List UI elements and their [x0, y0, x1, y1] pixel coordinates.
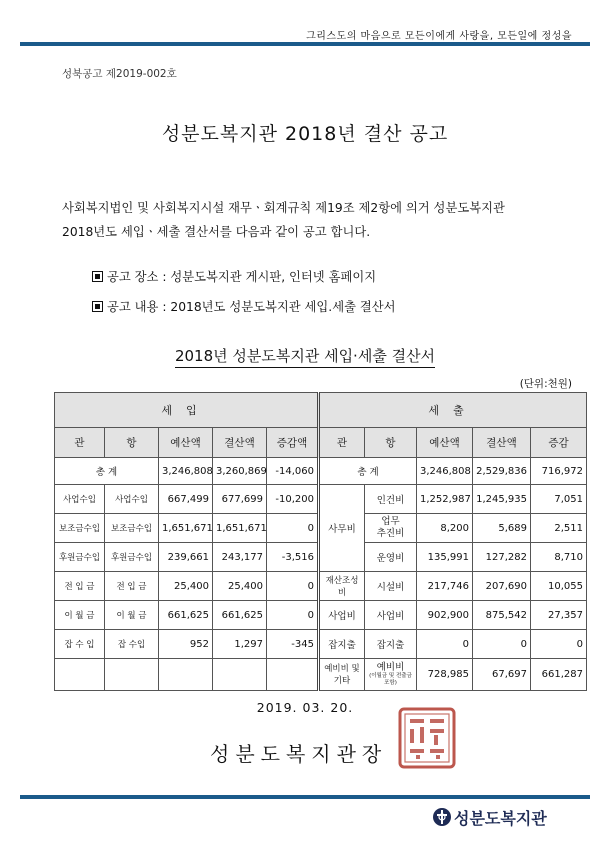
- revenue-settled: 661,625: [213, 601, 267, 630]
- expense-total-diff: 716,972: [531, 458, 587, 485]
- expense-settled: 67,697: [473, 659, 531, 691]
- official-seal-stamp: [396, 705, 458, 771]
- expense-diff: 2,511: [531, 514, 587, 543]
- revenue-settled: 1,651,671: [213, 514, 267, 543]
- revenue-diff: 0: [267, 572, 319, 601]
- revenue-total-label: 총 계: [55, 458, 159, 485]
- revenue-budget: 952: [159, 630, 213, 659]
- revenue-kwan: 사업수입: [55, 485, 105, 514]
- revenue-hang: 잡 수입: [105, 630, 159, 659]
- expense-budget: 8,200: [417, 514, 473, 543]
- announcement-date: 2019. 03. 20.: [256, 700, 354, 715]
- expense-settled: 127,282: [473, 543, 531, 572]
- empty-cell: [159, 659, 213, 691]
- expense-hang-note: (이월금 및 전출금 포함): [369, 673, 412, 686]
- revenue-kwan: 후원금수입: [55, 543, 105, 572]
- expense-hang: 사업비: [365, 601, 417, 630]
- notice-item-location: [92, 267, 376, 285]
- expense-budget: 217,746: [417, 572, 473, 601]
- revenue-budget: 667,499: [159, 485, 213, 514]
- expense-budget: 1,252,987: [417, 485, 473, 514]
- column-header: 결산액: [213, 428, 267, 458]
- revenue-settled: 243,177: [213, 543, 267, 572]
- empty-cell: [105, 659, 159, 691]
- column-header: 증감액: [267, 428, 319, 458]
- expense-settled: 5,689: [473, 514, 531, 543]
- settlement-table: [54, 392, 587, 691]
- header-rule: [20, 42, 590, 46]
- expense-total-settled: 2,529,836: [473, 458, 531, 485]
- expense-kwan: 사업비: [319, 601, 365, 630]
- revenue-hang: 사업수입: [105, 485, 159, 514]
- revenue-budget: 661,625: [159, 601, 213, 630]
- revenue-diff: 0: [267, 601, 319, 630]
- footer-rule: [20, 795, 590, 799]
- table-row: [55, 485, 587, 514]
- expense-budget: 0: [417, 630, 473, 659]
- table-title-text: 2018년 성분도복지관 세입·세출 결산서: [175, 347, 435, 368]
- revenue-total-budget: 3,246,808: [159, 458, 213, 485]
- revenue-hang: 보조금수입: [105, 514, 159, 543]
- document-number: 성북공고 제2019-002호: [62, 68, 177, 80]
- expense-hang: 업무 추진비: [365, 514, 417, 543]
- revenue-kwan: 이 월 금: [55, 601, 105, 630]
- unit-note: (단위:천원): [519, 378, 572, 390]
- expense-diff: 0: [531, 630, 587, 659]
- empty-cell: [55, 659, 105, 691]
- column-header: 항: [365, 428, 417, 458]
- revenue-hang: 이 월 금: [105, 601, 159, 630]
- welfare-center-logo-icon: [432, 806, 452, 828]
- notice-item-text: 공고 내용 : 2018년도 성분도복지관 세입.세출 결산서: [107, 300, 396, 314]
- signer-name: 성분도복지관장: [210, 742, 388, 766]
- expense-diff: 10,055: [531, 572, 587, 601]
- empty-cell: [267, 659, 319, 691]
- footer-logo-text: 성분도복지관: [454, 809, 547, 828]
- expense-diff: 8,710: [531, 543, 587, 572]
- page-title: 성분도복지관 2018년 결산 공고: [161, 123, 449, 145]
- column-header: 결산액: [473, 428, 531, 458]
- expense-budget: 728,985: [417, 659, 473, 691]
- expense-diff: 661,287: [531, 659, 587, 691]
- column-header: 항: [105, 428, 159, 458]
- expense-total-budget: 3,246,808: [417, 458, 473, 485]
- revenue-total-diff: -14,060: [267, 458, 319, 485]
- expense-settled: 1,245,935: [473, 485, 531, 514]
- square-bullet-icon: [92, 301, 103, 312]
- revenue-settled: 25,400: [213, 572, 267, 601]
- square-bullet-icon: [92, 271, 103, 282]
- expense-settled: 875,542: [473, 601, 531, 630]
- revenue-budget: 1,651,671: [159, 514, 213, 543]
- revenue-hang: 후원금수입: [105, 543, 159, 572]
- revenue-settled: 1,297: [213, 630, 267, 659]
- revenue-budget: 239,661: [159, 543, 213, 572]
- revenue-diff: 0: [267, 514, 319, 543]
- expense-kwan: 재산조성비: [319, 572, 365, 601]
- empty-cell: [213, 659, 267, 691]
- revenue-diff: -3,516: [267, 543, 319, 572]
- revenue-settled: 677,699: [213, 485, 267, 514]
- total-row: [55, 458, 587, 485]
- expense-hang: 예비비: [376, 662, 405, 673]
- revenue-hang: 전 입 금: [105, 572, 159, 601]
- table-title: [0, 345, 610, 366]
- expense-kwan: 예비비 및 기타: [319, 659, 365, 691]
- notice-item-content: [92, 297, 396, 315]
- revenue-kwan: 전 입 금: [55, 572, 105, 601]
- column-header: 증감: [531, 428, 587, 458]
- expense-kwan: 사무비: [319, 485, 365, 572]
- revenue-diff: -10,200: [267, 485, 319, 514]
- column-header: 관: [55, 428, 105, 458]
- expense-group-header: 세출: [319, 393, 587, 428]
- column-header: 예산액: [417, 428, 473, 458]
- header-motto: 그리스도의 마음으로 모든이에게 사랑을, 모든일에 정성을: [306, 31, 572, 42]
- table-row: [55, 630, 587, 659]
- notice-item-text: 공고 장소 : 성분도복지관 게시판, 인터넷 홈페이지: [107, 270, 377, 284]
- revenue-diff: -345: [267, 630, 319, 659]
- table-row: [55, 572, 587, 601]
- table-row: [55, 659, 587, 691]
- revenue-budget: 25,400: [159, 572, 213, 601]
- revenue-total-settled: 3,260,869: [213, 458, 267, 485]
- expense-total-label: 총 계: [319, 458, 417, 485]
- expense-hang: 운영비: [365, 543, 417, 572]
- expense-diff: 7,051: [531, 485, 587, 514]
- revenue-group-header: 세입: [55, 393, 319, 428]
- expense-hang-cell: [365, 659, 417, 691]
- column-header: 예산액: [159, 428, 213, 458]
- revenue-kwan: 잡 수 입: [55, 630, 105, 659]
- body-line-1: 사회복지법인 및 사회복지시설 재무ㆍ회계규칙 제19조 제2항에 의거 성분도복지관: [62, 201, 505, 215]
- announcement-body: [62, 196, 582, 244]
- expense-hang: 시설비: [365, 572, 417, 601]
- revenue-kwan: 보조금수입: [55, 514, 105, 543]
- table-row: [55, 601, 587, 630]
- body-line-2: 2018년도 세입ㆍ세출 결산서를 다음과 같이 공고 합니다.: [62, 225, 371, 239]
- expense-diff: 27,357: [531, 601, 587, 630]
- column-header: 관: [319, 428, 365, 458]
- expense-hang: 잡지출: [365, 630, 417, 659]
- expense-kwan: 잡지출: [319, 630, 365, 659]
- expense-settled: 207,690: [473, 572, 531, 601]
- expense-budget: 135,991: [417, 543, 473, 572]
- expense-hang: 인건비: [365, 485, 417, 514]
- expense-settled: 0: [473, 630, 531, 659]
- expense-budget: 902,900: [417, 601, 473, 630]
